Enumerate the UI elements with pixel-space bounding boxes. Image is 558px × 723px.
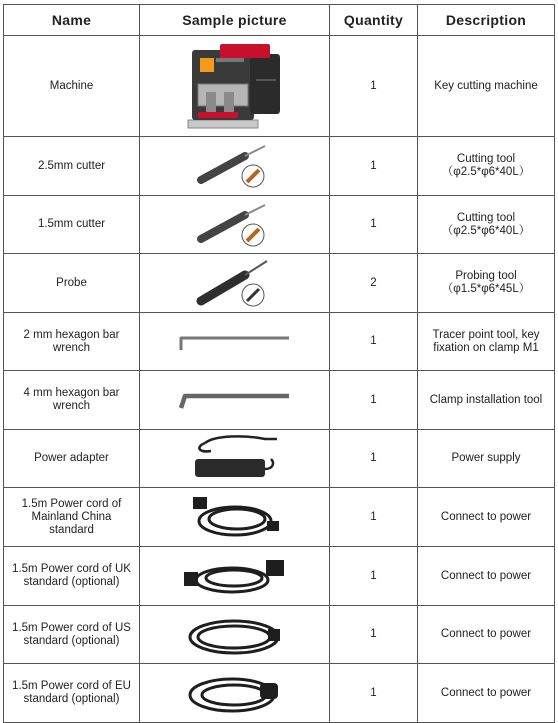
- header-row: [4, 5, 555, 36]
- sample-picture: [140, 196, 330, 254]
- item-description: Tracer point tool, key fixation on clamp M1: [418, 313, 555, 371]
- table-row: [4, 371, 555, 430]
- packing-list-table: [3, 4, 555, 723]
- table-row: [4, 137, 555, 196]
- sample-picture: [140, 137, 330, 196]
- table-row: [4, 606, 555, 664]
- item-description: Connect to power: [418, 547, 555, 606]
- item-description: Clamp installation tool: [418, 371, 555, 430]
- item-quantity: 1: [330, 488, 418, 547]
- table-row: [4, 196, 555, 254]
- item-name: 1.5m Power cord of EU standard (optional): [4, 664, 140, 723]
- item-name: Machine: [4, 36, 140, 137]
- item-description: Connect to power: [418, 488, 555, 547]
- table-row: [4, 664, 555, 723]
- item-name: 1.5m Power cord of UK standard (optional): [4, 547, 140, 606]
- sample-picture: [140, 371, 330, 430]
- item-quantity: 1: [330, 196, 418, 254]
- power-cord-icon: [180, 609, 290, 661]
- item-quantity: 1: [330, 36, 418, 137]
- sample-picture: [140, 606, 330, 664]
- sample-picture: [140, 36, 330, 137]
- item-description: Cutting tool （φ2.5*φ6*40L）: [418, 137, 555, 196]
- item-name: 1.5m Power cord of Mainland China standard: [4, 488, 140, 547]
- sample-picture: [140, 547, 330, 606]
- item-description: Key cutting machine: [418, 36, 555, 137]
- sample-picture: [140, 313, 330, 371]
- item-name: Power adapter: [4, 430, 140, 488]
- item-description: Power supply: [418, 430, 555, 488]
- cutter-icon: [195, 201, 275, 249]
- item-name: 2 mm hexagon bar wrench: [4, 313, 140, 371]
- table-row: [4, 547, 555, 606]
- item-description: Cutting tool （φ2.5*φ6*40L）: [418, 196, 555, 254]
- sample-picture: [140, 664, 330, 723]
- item-quantity: 1: [330, 313, 418, 371]
- item-quantity: 1: [330, 606, 418, 664]
- header-picture: Sample picture: [140, 5, 330, 36]
- item-quantity: 2: [330, 254, 418, 313]
- table-row: [4, 430, 555, 488]
- power-cord-icon: [180, 550, 290, 602]
- item-name: 2.5mm cutter: [4, 137, 140, 196]
- probe-icon: [195, 257, 275, 309]
- table-row: [4, 254, 555, 313]
- table-row: [4, 313, 555, 371]
- item-quantity: 1: [330, 430, 418, 488]
- header-name: Name: [4, 5, 140, 36]
- cutter-icon: [195, 142, 275, 190]
- item-description: Probing tool （φ1.5*φ6*45L）: [418, 254, 555, 313]
- item-name: 1.5m Power cord of US standard (optional): [4, 606, 140, 664]
- item-description: Connect to power: [418, 606, 555, 664]
- power-adapter-icon: [185, 433, 285, 485]
- item-name: 4 mm hexagon bar wrench: [4, 371, 140, 430]
- sample-picture: [140, 430, 330, 488]
- header-quantity: Quantity: [330, 5, 418, 36]
- key-cutting-machine-icon: [180, 40, 290, 132]
- power-cord-icon: [185, 491, 285, 543]
- sample-picture: [140, 488, 330, 547]
- item-description: Connect to power: [418, 664, 555, 723]
- header-description: Description: [418, 5, 555, 36]
- item-name: 1.5mm cutter: [4, 196, 140, 254]
- hex-wrench-icon: [175, 330, 295, 354]
- sample-picture: [140, 254, 330, 313]
- item-name: Probe: [4, 254, 140, 313]
- item-quantity: 1: [330, 137, 418, 196]
- power-cord-icon: [180, 667, 290, 719]
- table-row: [4, 36, 555, 137]
- hex-wrench-icon: [175, 388, 295, 412]
- item-quantity: 1: [330, 371, 418, 430]
- table-row: [4, 488, 555, 547]
- item-quantity: 1: [330, 547, 418, 606]
- item-quantity: 1: [330, 664, 418, 723]
